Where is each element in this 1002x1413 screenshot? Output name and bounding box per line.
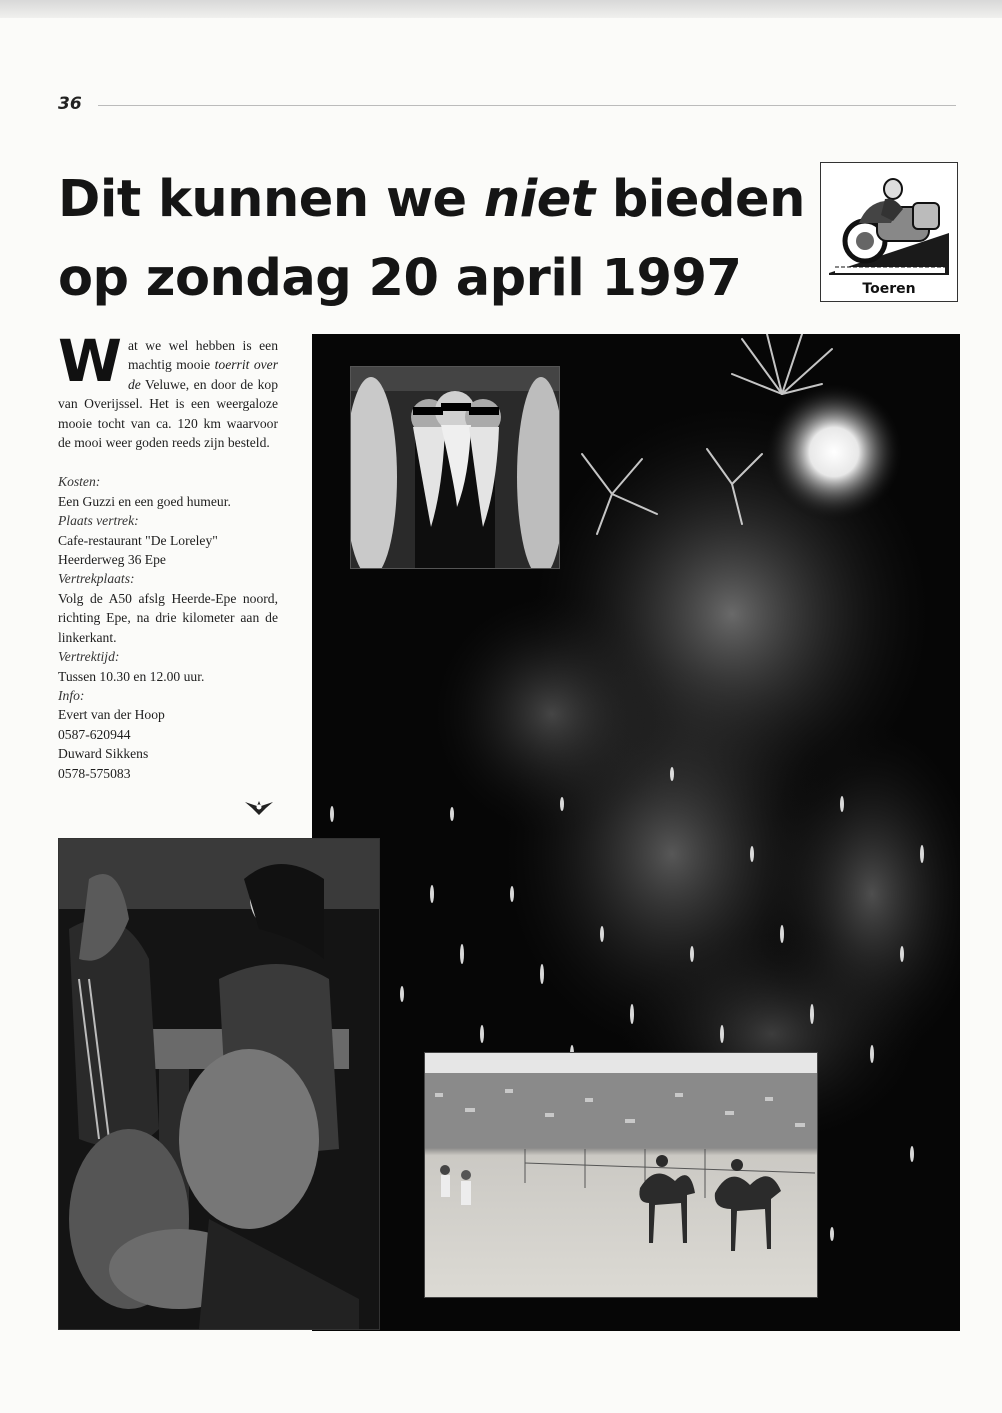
- camel-race-photo: [424, 1052, 818, 1298]
- bearded-band-photo: [350, 366, 560, 569]
- vertrek-line2: Heerderweg 36 Epe: [58, 552, 166, 568]
- vertrek-line1: Cafe-restaurant "De Loreley": [58, 532, 218, 548]
- contact1-name: Evert van der Hoop: [58, 707, 165, 723]
- contact2-name: Duward Sikkens: [58, 746, 149, 762]
- section-logo: [820, 162, 958, 302]
- contact1-phone: 0587-620944: [58, 726, 131, 742]
- contact2-phone: 0578-575083: [58, 765, 131, 781]
- vertrekplaats-value: Volg de A50 afslg Heerde-Epe noord, richting Epe, na drie kilometer aan de linkerkant.: [58, 590, 278, 645]
- article-body: [58, 327, 278, 783]
- title-line2: op zondag 20 april 1997: [58, 249, 742, 308]
- vertrektijd-label: Vertrektijd:: [58, 649, 120, 665]
- winged-emblem-icon: [244, 799, 274, 817]
- title-line1-em: niet: [483, 170, 595, 229]
- intro-text-a: at we wel hebben is een machtig mooie: [127, 338, 278, 373]
- vertrektijd-value: Tussen 10.30 en 12.00 uur.: [58, 668, 205, 684]
- info-label: Info:: [58, 687, 85, 703]
- kosten-label: Kosten:: [58, 474, 101, 490]
- header-rule: [98, 105, 956, 106]
- bar-women-photo: [58, 838, 380, 1330]
- page-title: [58, 160, 808, 318]
- title-line1-b: bieden: [594, 170, 805, 229]
- kosten-value: Een Guzzi en een goed humeur.: [58, 493, 231, 509]
- top-scan-band: [0, 0, 1002, 18]
- title-line1-a: Dit kunnen we: [58, 170, 484, 229]
- logo-label: Toeren: [862, 281, 916, 297]
- intro-text-em: toerrit over de: [127, 357, 278, 392]
- bar-women-image: [59, 839, 379, 1329]
- intro-paragraph: [58, 327, 278, 452]
- intro-text-b: Veluwe, en door de kop van Overijssel. Het is een weergaloze mooie tocht van ca. 120 km waarvoor de mooi weer goden reeds zijn besteld.: [58, 376, 278, 451]
- bearded-band-image: [351, 367, 559, 568]
- vertrek-label: Plaats vertrek:: [58, 513, 139, 529]
- page-number: 36: [58, 94, 82, 114]
- vertrekplaats-label: Vertrekplaats:: [58, 571, 135, 587]
- camel-race-image: [425, 1053, 817, 1297]
- event-info: [58, 472, 278, 783]
- drop-cap: W: [58, 327, 122, 395]
